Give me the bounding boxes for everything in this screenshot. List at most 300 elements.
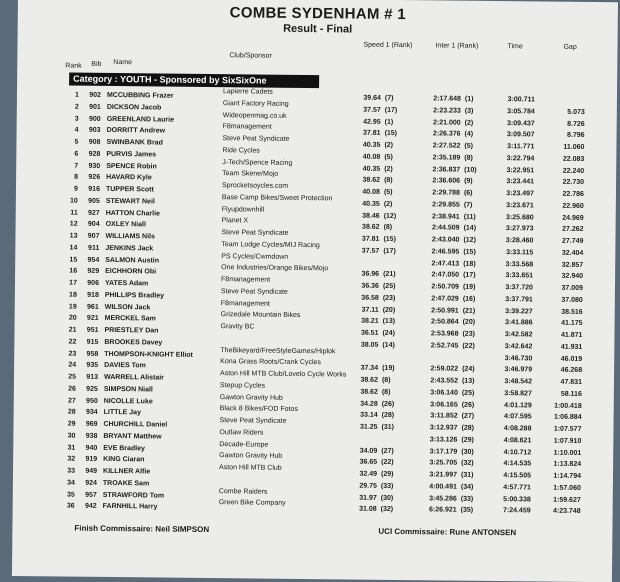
speed-rank: (17) <box>385 107 403 114</box>
bib-cell: 961 <box>83 303 99 310</box>
inter-time: 2:47.029 <box>419 295 459 302</box>
club-sponsor: Green Bike Company <box>219 499 286 507</box>
club-sponsor: J-Tech/Spence Racing <box>222 159 292 167</box>
inter-time: 3:06.140 <box>418 389 458 396</box>
final-time: 3:33.568 <box>489 260 533 267</box>
bib-cell: 924 <box>81 479 97 486</box>
speed-rank: (12) <box>384 212 402 219</box>
col-header-bib: Bib <box>91 61 101 68</box>
final-time: 3:22.951 <box>490 166 534 173</box>
speed-value: 31.08 <box>351 506 377 513</box>
inter-time: 3:12.937 <box>417 424 457 431</box>
gap-value: 47.831 <box>542 379 582 386</box>
bib-cell: 907 <box>83 233 99 240</box>
inter-time: 2:29.788 <box>420 189 460 196</box>
rank-cell: 15 <box>65 256 77 263</box>
bib-cell: 918 <box>83 291 99 298</box>
rider-name: EVE Bradley <box>103 444 145 451</box>
inter-time: 3:11.852 <box>418 412 458 419</box>
speed-rank: (8) <box>384 224 402 231</box>
gap-value: 5.073 <box>545 108 585 115</box>
speed-value: 31.97 <box>351 494 377 501</box>
inter-rank: (13) <box>462 378 482 385</box>
speed-rank: (13) <box>383 318 401 325</box>
inter-rank: (27) <box>462 413 482 420</box>
gap-value: 11.060 <box>544 144 584 151</box>
inter-rank: (7) <box>464 201 484 208</box>
inter-rank: (5) <box>464 143 484 150</box>
rank-cell: 28 <box>64 409 76 416</box>
inter-rank: (6) <box>464 190 484 197</box>
bib-cell: 908 <box>84 139 100 146</box>
club-sponsor: Gravity BC <box>221 323 255 330</box>
gap-value: 41.931 <box>542 343 582 350</box>
bib-cell: 951 <box>82 327 98 334</box>
inter-rank: (22) <box>462 342 482 349</box>
rider-name: WILSON Jack <box>105 303 151 310</box>
rider-name: SPENCE Robin <box>106 162 157 170</box>
speed-rank: (32) <box>381 506 399 513</box>
speed-rank: (31) <box>381 424 399 431</box>
inter-time: 2:50.991 <box>419 307 459 314</box>
gap-value: 4:23.748 <box>541 508 581 515</box>
bib-cell: 958 <box>82 350 98 357</box>
rank-cell: 35 <box>63 491 75 498</box>
club-sponsor: Black 8 Bikes/FOD Fotos <box>220 405 298 413</box>
inter-time: 2:52.745 <box>418 342 458 349</box>
gap-value: 22.730 <box>544 179 584 186</box>
inter-rank: (33) <box>461 495 481 502</box>
speed-rank: (29) <box>381 471 399 478</box>
rider-name: YATES Adam <box>105 280 148 287</box>
inter-rank: (14) <box>464 225 484 232</box>
speed-value: 32.49 <box>351 471 377 478</box>
final-time: 3:42.582 <box>488 331 532 338</box>
rank-cell: 2 <box>67 103 79 110</box>
gap-value: 37.009 <box>543 285 583 292</box>
final-time: 3:37.720 <box>489 284 533 291</box>
bib-cell: 940 <box>81 444 97 451</box>
speed-value: 38.21 <box>353 318 379 325</box>
rider-name: DAVIES Tom <box>104 362 146 369</box>
rank-cell: 18 <box>65 291 77 298</box>
rank-cell: 1 <box>67 92 79 99</box>
gap-value: 32.857 <box>543 261 583 268</box>
rider-name: JENKINS Jack <box>105 245 153 253</box>
inter-time: 2:26.376 <box>421 130 461 137</box>
inter-rank: (29) <box>461 436 481 443</box>
inter-time: 2:50.709 <box>419 283 459 290</box>
speed-value: 37.81 <box>355 130 381 137</box>
rank-cell: 31 <box>63 444 75 451</box>
club-sponsor: Giant Factory Racing <box>223 100 289 108</box>
speed-value: 34.28 <box>352 400 378 407</box>
inter-rank: (12) <box>463 237 483 244</box>
gap-value: 8.796 <box>545 132 585 139</box>
speed-value: 39.64 <box>355 95 381 102</box>
rider-name: OXLEY Niall <box>106 221 146 228</box>
rider-name: STEWART Neil <box>106 198 155 206</box>
rider-name: PURVIS James <box>106 151 156 159</box>
speed-rank: (14) <box>382 342 400 349</box>
speed-value: 40.08 <box>354 189 380 196</box>
bib-cell: 921 <box>83 315 99 322</box>
inter-rank: (16) <box>463 295 483 302</box>
inter-rank: (28) <box>461 425 481 432</box>
speed-rank: (2) <box>384 165 402 172</box>
bib-cell: 905 <box>84 197 100 204</box>
club-sponsor: Gawton Gravity Hub <box>219 452 282 460</box>
rider-name: DORRITT Andrew <box>107 127 166 135</box>
final-time: 3:46.979 <box>488 366 532 373</box>
rank-cell: 19 <box>65 303 77 310</box>
inter-time: 6:26.921 <box>417 506 457 513</box>
speed-value: 40.35 <box>354 200 380 207</box>
speed-value: 37.57 <box>355 106 381 113</box>
inter-rank: (4) <box>465 131 485 138</box>
page-title: COMBE SYDENHAM # 1 <box>18 2 618 25</box>
inter-rank: (30) <box>461 448 481 455</box>
speed-rank: (22) <box>381 459 399 466</box>
inter-rank: (26) <box>462 401 482 408</box>
final-time: 3:28.460 <box>489 237 533 244</box>
col-header-gap: Gap <box>563 44 576 51</box>
club-sponsor: Aston Hill MTB Club <box>219 464 282 472</box>
final-time: 4:15.505 <box>487 472 531 479</box>
final-time: 3:41.886 <box>489 319 533 326</box>
speed-rank: (2) <box>384 142 402 149</box>
inter-time: 2:38.941 <box>420 213 460 220</box>
final-time: 3:58.827 <box>488 390 532 397</box>
club-sponsor: Team Skene/Mojo <box>222 170 278 178</box>
rank-cell: 21 <box>64 327 76 334</box>
speed-value: 36.36 <box>353 283 379 290</box>
rank-cell: 20 <box>65 315 77 322</box>
gap-value: 24.969 <box>544 214 584 221</box>
bib-cell: 911 <box>83 244 99 251</box>
inter-rank: (34) <box>461 483 481 490</box>
rank-cell: 7 <box>66 162 78 169</box>
speed-rank: (28) <box>382 412 400 419</box>
gap-value: 1:14.794 <box>541 473 581 480</box>
rider-name: KILLNER Alfie <box>103 468 150 475</box>
inter-time: 3:21.997 <box>417 471 457 478</box>
club-sponsor: Wideopenmag.co.uk <box>223 112 287 120</box>
inter-rank: (31) <box>461 472 481 479</box>
gap-value: 1:59.627 <box>541 496 581 503</box>
inter-rank: (15) <box>463 248 483 255</box>
rider-name: DICKSON Jacob <box>107 104 162 112</box>
bib-cell: 925 <box>82 385 98 392</box>
rider-name: NICOLLE Luke <box>104 397 153 405</box>
inter-time: 2:36.837 <box>420 166 460 173</box>
rank-cell: 9 <box>66 186 78 193</box>
rider-name: BRYANT Matthew <box>103 433 161 441</box>
bib-cell: 900 <box>85 115 101 122</box>
inter-rank: (11) <box>464 213 484 220</box>
rank-cell: 22 <box>64 338 76 345</box>
inter-time: 2:53.968 <box>418 330 458 337</box>
bib-cell: 949 <box>81 468 97 475</box>
gap-value: 37.080 <box>543 296 583 303</box>
page-subtitle: Result - Final <box>18 20 618 38</box>
inter-time: 3:45.286 <box>417 495 457 502</box>
final-time: 3:37.791 <box>489 296 533 303</box>
final-time: 3:23.671 <box>490 202 534 209</box>
gap-value: 1:57.060 <box>541 484 581 491</box>
gap-value: 27.749 <box>543 238 583 245</box>
bib-cell: 942 <box>81 503 97 510</box>
gap-value: 1:07.577 <box>541 426 581 433</box>
club-sponsor: Gawton Gravity Hub <box>220 394 283 402</box>
final-time: 4:57.771 <box>487 484 531 491</box>
gap-value: 32.404 <box>543 249 583 256</box>
speed-rank: (26) <box>382 400 400 407</box>
bib-cell: 935 <box>82 362 98 369</box>
inter-rank: (25) <box>462 389 482 396</box>
final-time: 3:46.730 <box>488 354 532 361</box>
inter-time: 2:47.050 <box>419 271 459 278</box>
club-sponsor: Combe Raiders <box>219 488 268 496</box>
final-time: 4:07.595 <box>488 413 532 420</box>
speed-rank: (25) <box>383 283 401 290</box>
rider-name: WARRELL Alistair <box>104 374 164 382</box>
final-time: 3:11.771 <box>490 143 534 150</box>
club-sponsor: Ride Cycles <box>222 147 259 154</box>
inter-time: 2:35.189 <box>420 154 460 161</box>
club-sponsor: Kona Grass Roots/Crank Cycles <box>220 358 321 366</box>
rider-name: CHURCHILL Daniel <box>103 421 167 429</box>
final-time: 3:09.507 <box>491 131 535 138</box>
inter-time: 2:59.022 <box>418 365 458 372</box>
gap-value: 22.960 <box>544 202 584 209</box>
final-time: 3:33.651 <box>489 272 533 279</box>
col-header-inter: Inter 1 (Rank) <box>435 42 478 49</box>
inter-rank: (23) <box>462 331 482 338</box>
gap-value: 27.262 <box>544 226 584 233</box>
speed-value: 34.09 <box>351 447 377 454</box>
rank-cell: 3 <box>67 115 79 122</box>
col-header-rank: Rank <box>65 62 81 69</box>
speed-value: 38.62 <box>354 177 380 184</box>
speed-rank: (23) <box>383 295 401 302</box>
gap-value: 1:13.824 <box>541 461 581 468</box>
rider-name: SIMPSON Niall <box>104 386 153 394</box>
speed-value: 37.11 <box>353 306 379 313</box>
gap-value: 1:06.884 <box>542 414 582 421</box>
final-time: 3:22.794 <box>490 155 534 162</box>
bib-cell: 919 <box>81 456 97 463</box>
speed-value: 40.35 <box>354 142 380 149</box>
final-time: 3:39.227 <box>489 307 533 314</box>
inter-rank: (20) <box>463 319 483 326</box>
rank-cell: 24 <box>64 362 76 369</box>
gap-value: 22.786 <box>544 191 584 198</box>
gap-value: 1:10.001 <box>541 449 581 456</box>
rider-name: SWINBANK Brad <box>106 139 162 147</box>
speed-rank: (19) <box>382 365 400 372</box>
bib-cell: 969 <box>81 421 97 428</box>
bib-cell: 916 <box>84 186 100 193</box>
inter-rank: (24) <box>462 366 482 373</box>
inter-time: 3:25.705 <box>417 459 457 466</box>
speed-value: 38.62 <box>352 377 378 384</box>
speed-rank: (33) <box>381 483 399 490</box>
rank-cell: 36 <box>63 503 75 510</box>
inter-time: 2:46.595 <box>419 248 459 255</box>
bib-cell: 934 <box>82 409 98 416</box>
club-sponsor: Steve Peat Syndicate <box>220 417 287 425</box>
inter-rank: (32) <box>461 460 481 467</box>
bib-cell: 927 <box>84 209 100 216</box>
club-sponsor: Outlaw Riders <box>219 429 263 436</box>
rank-cell: 29 <box>63 421 75 428</box>
club-sponsor: F8management <box>221 300 270 308</box>
inter-time: 2:29.855 <box>420 201 460 208</box>
inter-time: 2:21.000 <box>421 119 461 126</box>
speed-rank: (27) <box>381 447 399 454</box>
club-sponsor: Team Lodge Cycles/MIJ Racing <box>221 241 320 249</box>
speed-rank: (30) <box>381 494 399 501</box>
speed-value: 37.34 <box>352 365 378 372</box>
finish-commissaire: Finish Commissaire: Neil SIMPSON <box>74 524 209 534</box>
gap-value: 22.083 <box>544 155 584 162</box>
speed-rank: (1) <box>385 118 403 125</box>
club-sponsor: Sprocketsoycles.com <box>222 182 288 190</box>
speed-value: 38.62 <box>354 224 380 231</box>
speed-value: 33.14 <box>352 412 378 419</box>
final-time: 3:23.441 <box>490 178 534 185</box>
gap-value: 41.175 <box>543 320 583 327</box>
inter-rank: (17) <box>463 272 483 279</box>
bib-cell: 926 <box>84 174 100 181</box>
inter-time: 2:44.509 <box>420 224 460 231</box>
club-sponsor: Stepup Cycles <box>220 382 265 389</box>
bib-cell: 904 <box>84 221 100 228</box>
final-time: 3:05.784 <box>491 108 535 115</box>
final-time: 4:01.129 <box>488 401 532 408</box>
bib-cell: 938 <box>81 432 97 439</box>
speed-rank: (7) <box>385 95 403 102</box>
gap-value: 58.116 <box>542 390 582 397</box>
inter-time: 3:06.165 <box>418 401 458 408</box>
speed-value: 42.95 <box>355 118 381 125</box>
rank-cell: 30 <box>63 432 75 439</box>
gap-value: 1:07.910 <box>541 437 581 444</box>
gap-value: 46.019 <box>542 355 582 362</box>
inter-time: 2:27.522 <box>420 142 460 149</box>
bib-cell: 901 <box>85 103 101 110</box>
club-sponsor: F8management <box>223 123 272 131</box>
bib-cell: 906 <box>83 280 99 287</box>
rider-name: FARNHILL Harry <box>103 503 158 511</box>
final-time: 3:00.711 <box>491 96 535 103</box>
gap-value: 46.268 <box>542 367 582 374</box>
final-time: 3:27.973 <box>490 225 534 232</box>
category-banner: Category : YOUTH - Sponsored by SixSixOne <box>69 73 319 89</box>
inter-rank: (3) <box>465 107 485 114</box>
inter-rank: (10) <box>464 166 484 173</box>
speed-rank: (20) <box>383 306 401 313</box>
speed-rank: (15) <box>385 130 403 137</box>
bib-cell: 928 <box>84 150 100 157</box>
gap-value: 22.240 <box>544 167 584 174</box>
club-sponsor: Steve Peat Syndicate <box>221 229 288 237</box>
inter-time: 2:23.233 <box>421 107 461 114</box>
gap-value: 38.516 <box>543 308 583 315</box>
col-header-club: Club/Sponsor <box>229 52 271 59</box>
results-table <box>18 0 618 2</box>
speed-rank: (2) <box>384 201 402 208</box>
col-header-speed: Speed 1 (Rank) <box>363 42 412 50</box>
bib-cell: 957 <box>81 491 97 498</box>
speed-rank: (8) <box>384 177 402 184</box>
rank-cell: 12 <box>66 221 78 228</box>
inter-time: 3:13.126 <box>417 436 457 443</box>
speed-value: 29.75 <box>351 482 377 489</box>
rank-cell: 6 <box>66 150 78 157</box>
rider-name: MCCUBBING Frazer <box>107 92 174 100</box>
rank-cell: 32 <box>63 456 75 463</box>
speed-rank: (17) <box>383 248 401 255</box>
inter-rank: (8) <box>464 154 484 161</box>
rider-name: THOMPSON-KNIGHT Elliot <box>104 350 193 358</box>
inter-rank: (9) <box>464 178 484 185</box>
uci-commissaire: UCI Commissaire: Rune ANTONSEN <box>378 527 516 537</box>
bib-cell: 930 <box>84 162 100 169</box>
inter-time: 4:00.491 <box>417 483 457 490</box>
speed-value: 36.58 <box>353 294 379 301</box>
final-time: 3:23.497 <box>490 190 534 197</box>
speed-value: 31.25 <box>351 424 377 431</box>
rank-cell: 27 <box>64 397 76 404</box>
bib-cell: 903 <box>85 127 101 134</box>
rank-cell: 8 <box>66 174 78 181</box>
final-time: 4:14.535 <box>487 460 531 467</box>
inter-rank: (19) <box>463 284 483 291</box>
club-sponsor: TheBikeyard/FreeStyleGames/Hiplok <box>220 347 335 355</box>
final-time: 7:24.459 <box>487 507 531 514</box>
rank-cell: 10 <box>66 197 78 204</box>
inter-time: 3:17.179 <box>417 448 457 455</box>
speed-value: 38.62 <box>352 388 378 395</box>
speed-rank: (24) <box>382 330 400 337</box>
gap-value: 1:00.418 <box>542 402 582 409</box>
rank-cell: 33 <box>63 467 75 474</box>
final-time: 3:48.542 <box>488 378 532 385</box>
club-sponsor: Lapierre Cadets <box>223 88 273 96</box>
gap-value: 32.940 <box>543 273 583 280</box>
rank-cell: 26 <box>64 385 76 392</box>
rank-cell: 17 <box>65 280 77 287</box>
inter-rank: (2) <box>465 119 485 126</box>
rider-name: LITTLE Jay <box>104 409 141 416</box>
bib-cell: 902 <box>85 92 101 99</box>
club-sponsor: Decade-Europe <box>219 441 268 449</box>
club-sponsor: One Industries/Orange Bikes/Mojo <box>221 264 328 272</box>
speed-rank: (8) <box>382 389 400 396</box>
rider-name: SALMON Austin <box>105 256 159 264</box>
speed-rank: (5) <box>384 189 402 196</box>
rider-name: GREENLAND Laurie <box>107 115 174 123</box>
speed-value: 37.81 <box>353 236 379 243</box>
final-time: 4:10.712 <box>487 448 531 455</box>
bib-cell: 950 <box>82 397 98 404</box>
gap-value: 41.871 <box>542 332 582 339</box>
rider-name: EICHHORN Obi <box>105 268 156 276</box>
rider-name: BROOKES Davey <box>104 339 162 347</box>
speed-value: 40.35 <box>354 165 380 172</box>
